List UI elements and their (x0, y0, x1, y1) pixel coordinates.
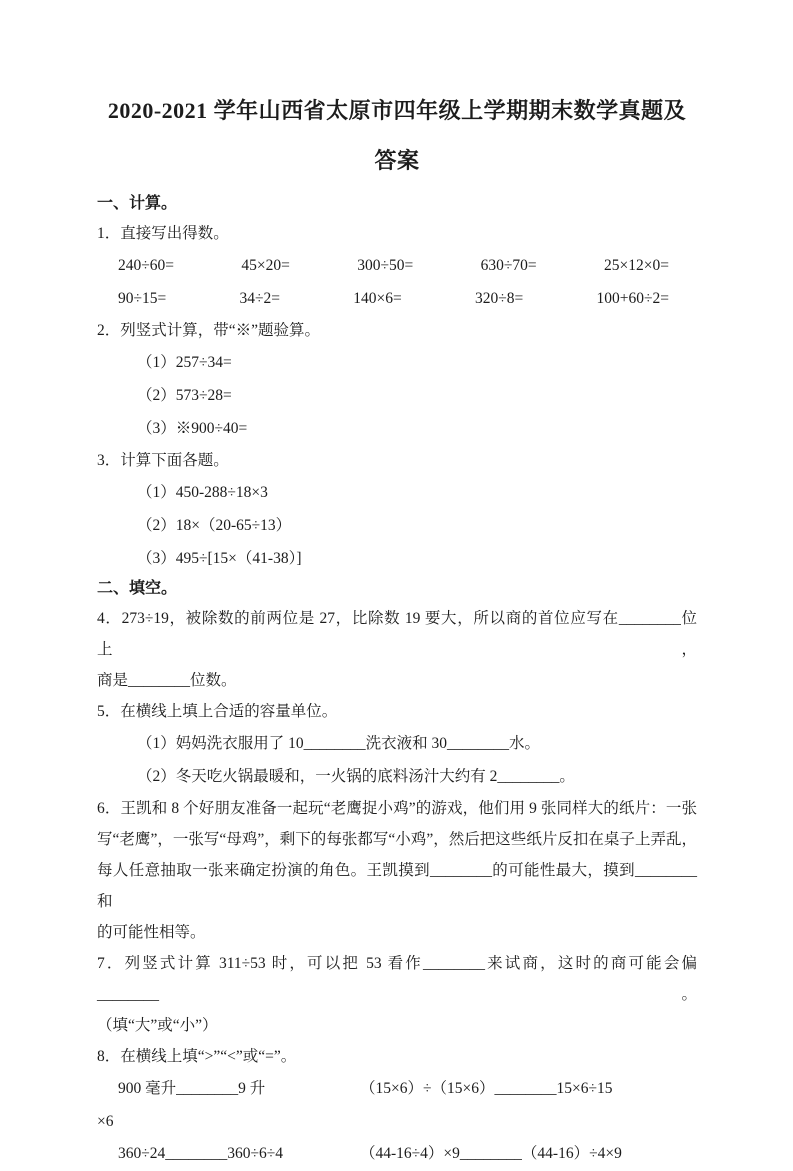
document-title (97, 86, 697, 186)
question-5-item-2: （2）冬天吃火锅最暖和，一火锅的底料汤汁大约有 2________。 (137, 768, 575, 785)
compare-expression-left: 360÷24________360÷6÷4 (118, 1145, 284, 1162)
section-1-heading: 一、计算。 (97, 195, 178, 212)
calc-expression: 34÷2= (239, 290, 280, 307)
question-1-row-2 (97, 282, 697, 315)
question-8-row-2 (97, 1137, 697, 1171)
document-title-line-1: 2020-2021 学年山西省太原市四年级上学期期末数学真题及 (107, 98, 687, 123)
question-2-label: 2．列竖式计算，带“※”题验算。 (97, 322, 321, 339)
question-5-label: 5．在横线上填上合适的容量单位。 (97, 703, 338, 720)
calc-expression: 320÷8= (474, 290, 524, 307)
calc-expression: 45×20= (241, 257, 290, 274)
compare-expression-right: （15×6）÷（15×6）________15×6÷15 (360, 1080, 613, 1097)
compare-expression-left: 900 毫升________9 升 (118, 1080, 266, 1097)
question-3-item-1: （1）450-288÷18×3 (137, 484, 268, 501)
question-8-label: 8．在横线上填“>”“<”或“=”。 (97, 1048, 297, 1065)
question-3-label: 3．计算下面各题。 (97, 452, 229, 469)
calc-expression: 240÷60= (118, 257, 174, 274)
calc-expression: 300÷50= (357, 257, 414, 274)
compare-expression-right: （44-16÷4）×9________（44-16）÷4×9 (360, 1145, 622, 1162)
question-1-label: 1．直接写出得数。 (97, 225, 229, 242)
question-5-item-1: （1）妈妈洗衣服用了 10________洗衣液和 30________水。 (137, 735, 541, 752)
question-8-row-1 (97, 1072, 697, 1106)
calc-expression: 25×12×0= (603, 257, 669, 274)
calc-expression: 140×6= (353, 290, 402, 307)
question-3-item-2: （2）18×（20-65÷13） (137, 517, 292, 534)
question-1-row-1 (97, 249, 697, 282)
question-7-line-2: （填“大”或“小”） (97, 1017, 218, 1034)
question-2-item-2: （2）573÷28= (137, 387, 232, 404)
question-6-line-2: 写“老鹰”，一张写“母鸡”，剩下的每张都写“小鸡”，然后把这些纸片反扣在桌子上弄乱， (97, 831, 697, 848)
question-4-line-2: 商是________位数。 (97, 672, 237, 689)
section-2-heading: 二、填空。 (97, 580, 178, 597)
question-2-item-1: （1）257÷34= (137, 354, 232, 371)
question-6-line-3: 每人任意抽取一张来确定扮演的角色。王凯摸到________的可能性最大，摸到________和 (97, 862, 697, 910)
calc-expression: 100+60÷2= (596, 290, 669, 307)
question-2-item-3: （3）※900÷40= (137, 420, 248, 437)
question-6-line-4: 的可能性相等。 (97, 924, 206, 941)
question-7-line-1: 7．列竖式计算 311÷53 时，可以把 53 看作________来试商，这时的商可能会偏________。 (97, 955, 697, 1003)
question-4-line-1: 4．273÷19，被除数的前两位是 27，比除数 19 要大，所以商的首位应写在________位上， (97, 610, 697, 658)
question-3-item-3: （3）495÷[15×（41-38）] (137, 550, 302, 567)
document-title-line-2: 答案 (374, 148, 420, 173)
calc-expression: 630÷70= (480, 257, 537, 274)
calc-expression: 90÷15= (118, 290, 167, 307)
question-8-row-1-wrap: ×6 (97, 1113, 114, 1130)
question-6-line-1: 6．王凯和 8 个好朋友准备一起玩“老鹰捉小鸡”的游戏，他们用 9 张同样大的纸片：一张 (97, 800, 697, 817)
